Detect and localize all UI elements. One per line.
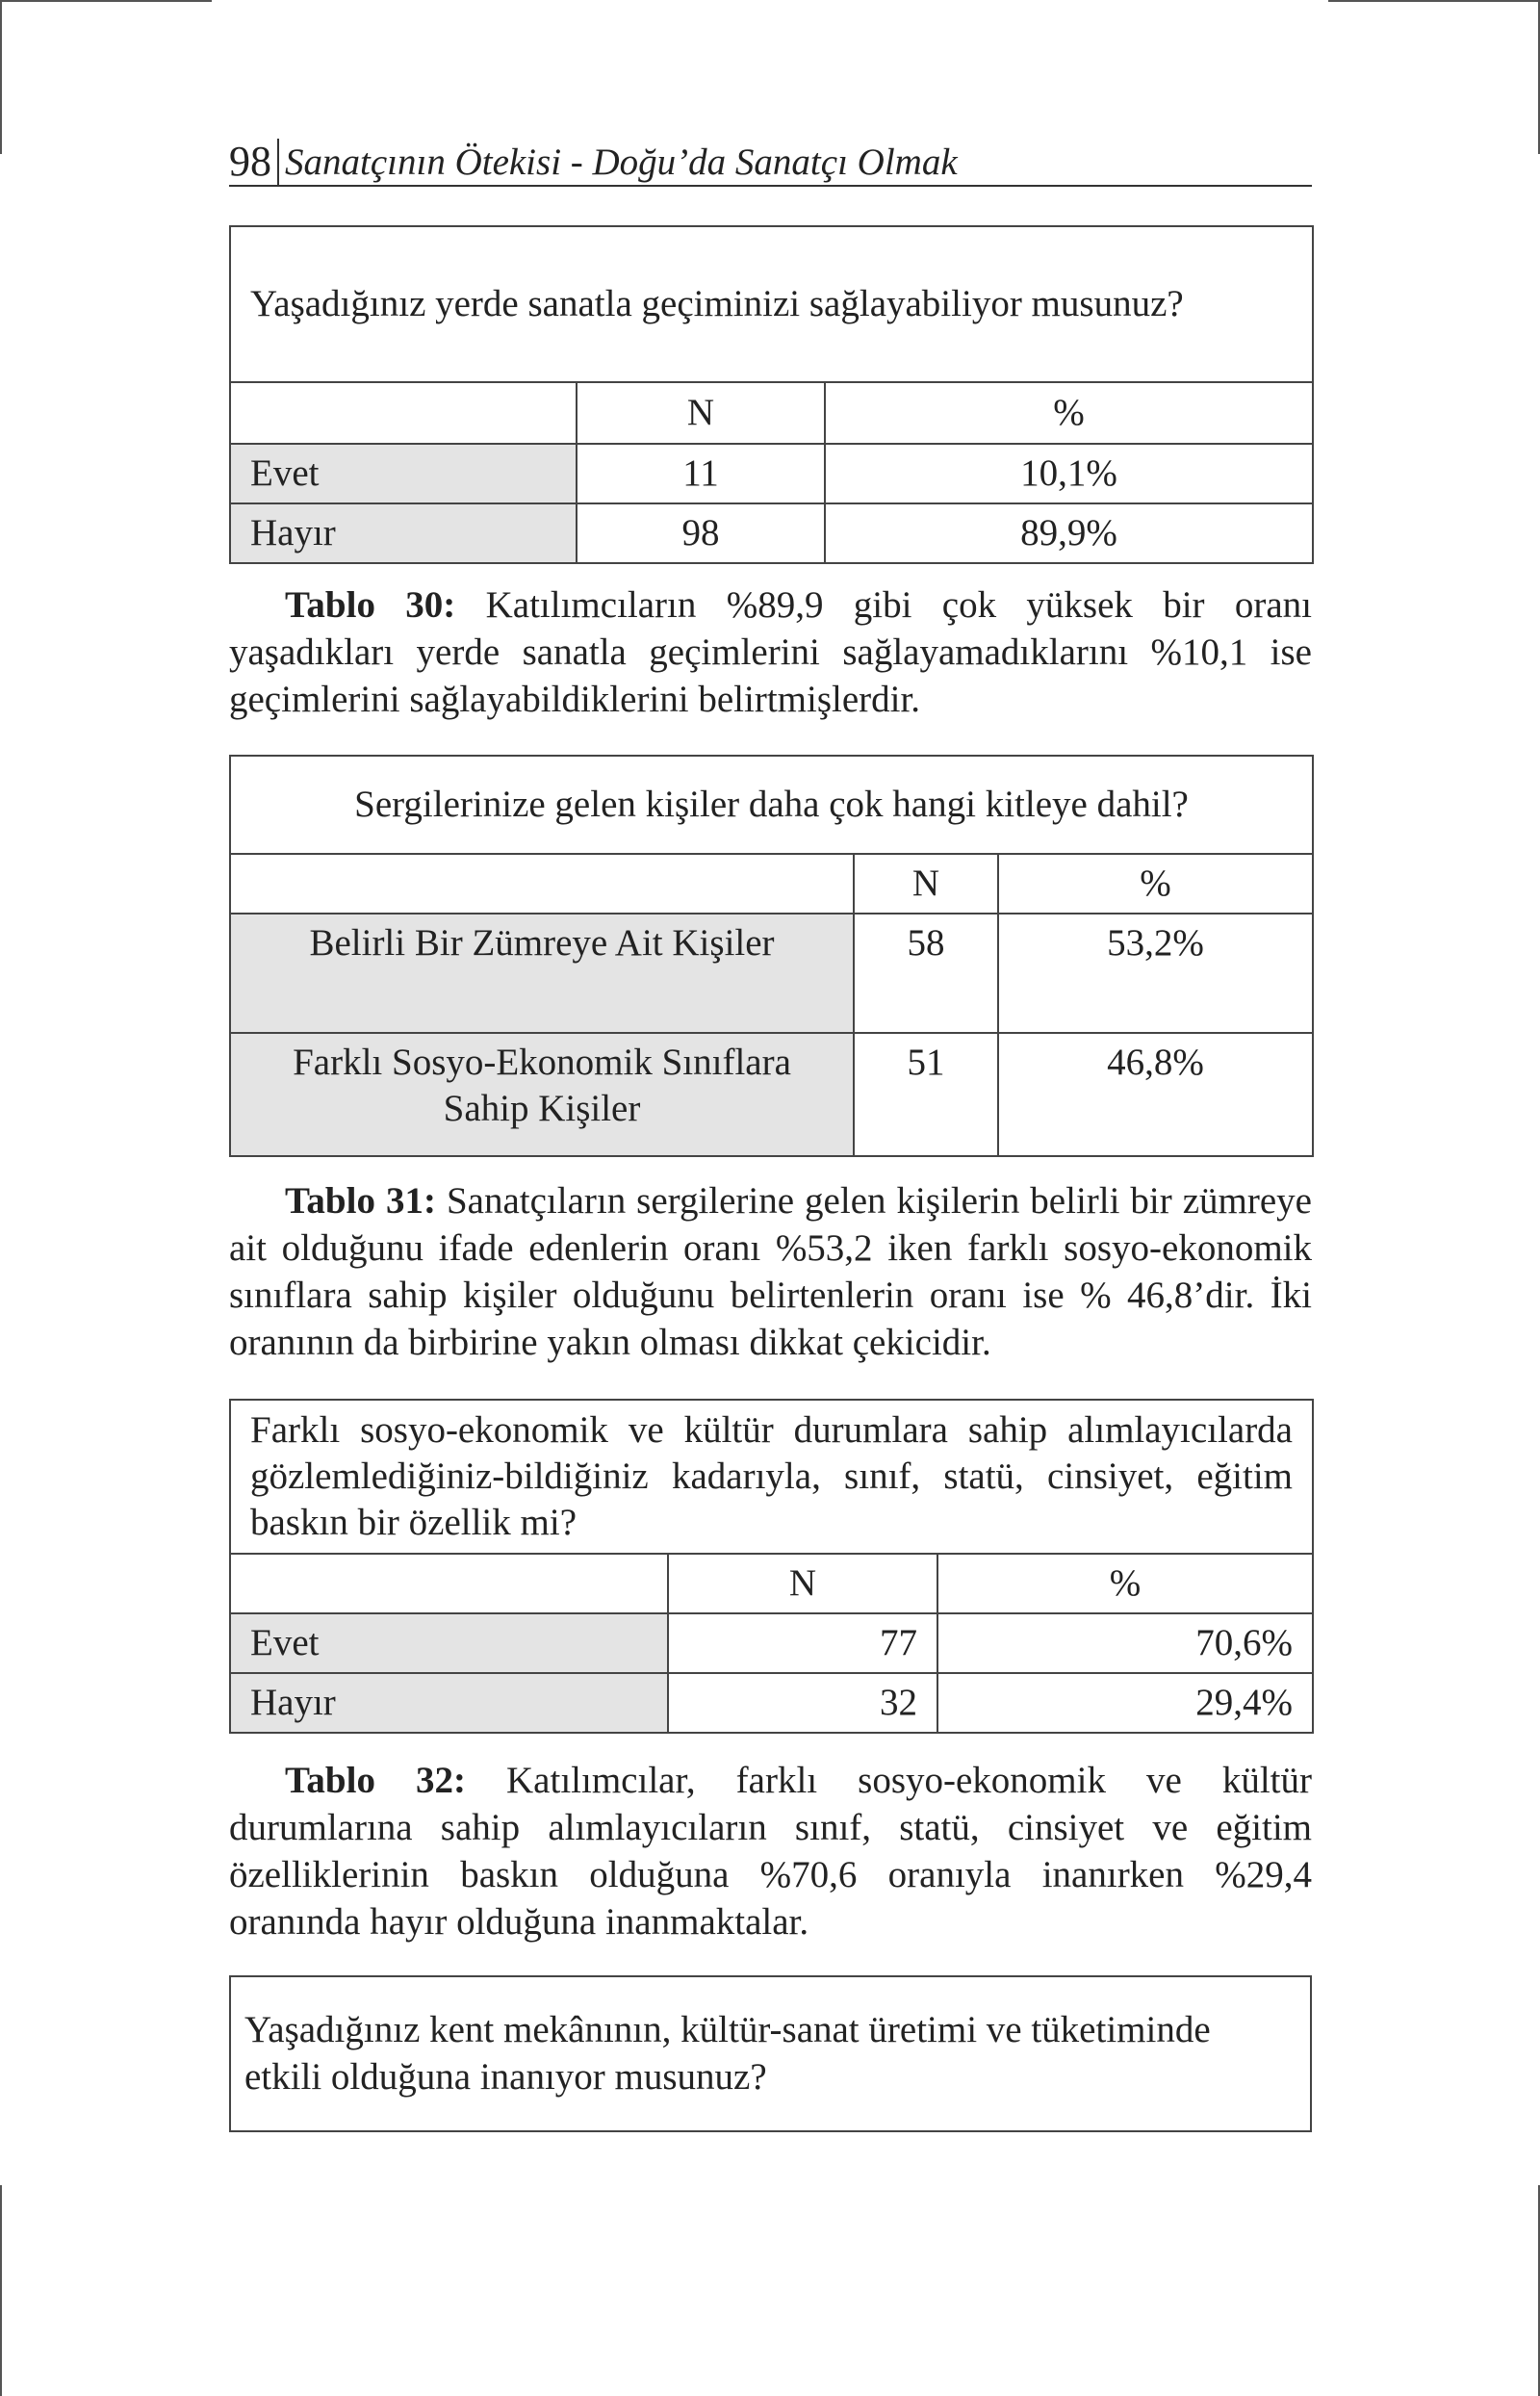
caption-table-32 bbox=[229, 1757, 1312, 1945]
row-n: 11 bbox=[577, 444, 825, 503]
column-header-percent: % bbox=[998, 854, 1313, 914]
table-question: Yaşadığınız yerde sanatla geçiminizi sağlayabiliyor musunuz? bbox=[230, 226, 1313, 382]
row-n: 77 bbox=[668, 1613, 937, 1673]
crop-mark bbox=[1328, 0, 1540, 2]
page-header bbox=[229, 137, 1312, 187]
caption-text: Katılımcılar, farklı sosyo-ekonomik ve kültür durumlarına sahip alımlayıcıların sınıf, statü, cinsiyet ve eğitim özelliklerinin baskın olduğuna %70,6 oranıyla inanırken %29,4 oranında hayır olduğuna inanmaktalar. bbox=[229, 1760, 1312, 1943]
table-row bbox=[230, 503, 1313, 563]
page-number: 98 bbox=[229, 139, 279, 185]
question-box-33 bbox=[229, 1975, 1312, 2132]
running-title: Sanatçının Ötekisi - Doğu’da Sanatçı Olmak bbox=[285, 142, 958, 183]
row-label: Evet bbox=[230, 1613, 668, 1673]
row-n: 32 bbox=[668, 1673, 937, 1733]
table-question: Sergilerinize gelen kişiler daha çok hangi kitleye dahil? bbox=[230, 756, 1313, 854]
table-31 bbox=[229, 755, 1314, 1157]
column-header-percent: % bbox=[937, 1554, 1313, 1613]
row-label: Belirli Bir Zümreye Ait Kişiler bbox=[230, 914, 854, 1033]
row-percent: 46,8% bbox=[998, 1033, 1313, 1156]
row-label: Hayır bbox=[230, 1673, 668, 1733]
question-text: Yaşadığınız kent mekânının, kültür-sanat üretimi ve tüketiminde etkili olduğuna inanıyor musunuz? bbox=[244, 2009, 1211, 2098]
table-row bbox=[230, 444, 1313, 503]
caption-table-31 bbox=[229, 1177, 1312, 1366]
table-row bbox=[230, 914, 1313, 1033]
column-header-n: N bbox=[577, 382, 825, 444]
row-label: Farklı Sosyo-Ekonomik Sınıflara Sahip Kişiler bbox=[230, 1033, 854, 1156]
crop-mark bbox=[0, 2185, 2, 2396]
caption-table-30 bbox=[229, 581, 1312, 723]
empty-cell bbox=[230, 382, 577, 444]
crop-mark bbox=[0, 0, 2, 154]
table-row bbox=[230, 1673, 1313, 1733]
table-30 bbox=[229, 225, 1314, 564]
column-header-n: N bbox=[668, 1554, 937, 1613]
row-percent: 89,9% bbox=[825, 503, 1313, 563]
caption-text: Sanatçıların sergilerine gelen kişilerin belirli bir zümreye ait olduğunu ifade edenlerin oranı %53,2 iken farklı sosyo-ekonomik sınıflara sahip kişiler olduğunu belirtenlerin oranı ise % 46,8’dir. İki oranının da birbirine yakın olması dikkat çekicidir. bbox=[229, 1180, 1312, 1363]
row-label: Evet bbox=[230, 444, 577, 503]
crop-mark bbox=[0, 0, 212, 2]
row-percent: 70,6% bbox=[937, 1613, 1313, 1673]
table-row bbox=[230, 1613, 1313, 1673]
table-row bbox=[230, 1033, 1313, 1156]
caption-text: Katılımcıların %89,9 gibi çok yüksek bir oranı yaşadıkları yerde sanatla geçimlerini sağlayamadıklarını %10,1 ise geçimlerini sağlayabildiklerini belirtmişlerdir. bbox=[229, 584, 1312, 720]
row-n: 58 bbox=[854, 914, 998, 1033]
row-n: 98 bbox=[577, 503, 825, 563]
caption-label: Tablo 32: bbox=[285, 1760, 466, 1801]
empty-cell bbox=[230, 1554, 668, 1613]
column-header-n: N bbox=[854, 854, 998, 914]
row-percent: 53,2% bbox=[998, 914, 1313, 1033]
table-question: Farklı sosyo-ekonomik ve kültür durumlara sahip alımlayıcılarda gözlemlediğiniz-bildiğiniz kadarıyla, sınıf, statü, cinsiyet, eğitim baskın bir özellik mi? bbox=[230, 1400, 1313, 1554]
empty-cell bbox=[230, 854, 854, 914]
table-32 bbox=[229, 1399, 1314, 1734]
caption-label: Tablo 30: bbox=[285, 584, 456, 626]
row-label: Hayır bbox=[230, 503, 577, 563]
column-header-percent: % bbox=[825, 382, 1313, 444]
row-percent: 29,4% bbox=[937, 1673, 1313, 1733]
caption-label: Tablo 31: bbox=[285, 1180, 436, 1222]
row-percent: 10,1% bbox=[825, 444, 1313, 503]
row-n: 51 bbox=[854, 1033, 998, 1156]
